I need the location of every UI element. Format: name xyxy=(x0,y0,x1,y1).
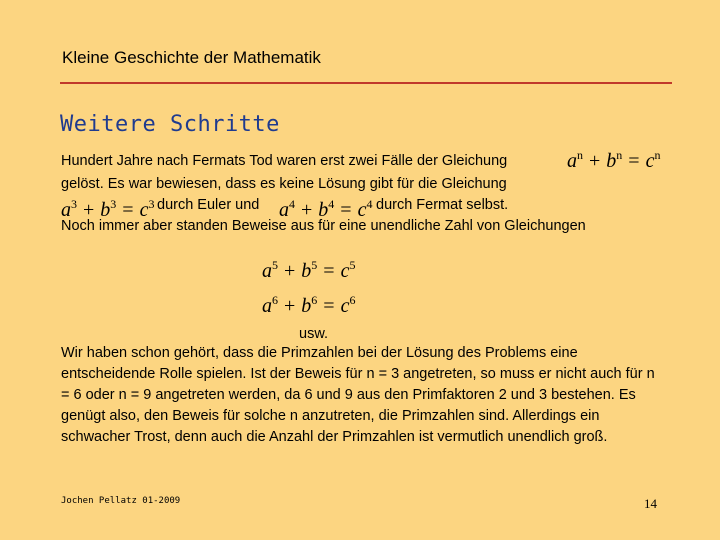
header-divider xyxy=(60,82,672,84)
intro-line-4: Noch immer aber standen Beweise aus für eine unendliche Zahl von Gleichungen xyxy=(61,218,586,234)
fermat-text: durch Fermat selbst. xyxy=(376,197,509,213)
intro-line-2: gelöst. Es war bewiesen, dass es keine Lösung gibt für die Gleichung xyxy=(61,176,507,192)
paragraph-text: Wir haben schon gehört, dass die Primzahlen bei der Lösung des Problems eine entscheidende Rolle spielen. Ist der Beweis für n = 3 angetreten, so muss er nicht auch für n = 6 oder n = 9 angetreten werden, da 6 und 9 aus den Primfaktoren 2 und 3 bestehen. Es genügt also, den Beweis für solche n anzutreten, die Primzahlen sind. Allerdings ein schwacher Trost, denn auch die Anzahl der Primzahlen ist vermutlich unendlich groß. xyxy=(61,345,655,445)
header-title: Kleine Geschichte der Mathematik xyxy=(62,48,321,67)
usw-text: usw. xyxy=(299,326,329,342)
equation-sixth-power: $a^6 + b^6 = c^6$ xyxy=(262,293,356,317)
page-number: 14 xyxy=(644,496,657,511)
equation-general: $a^n + b^n = c^n$ xyxy=(567,148,661,172)
equation-fermat: $a^4 + b^4 = c^4$ xyxy=(279,197,373,221)
slide-title: Weitere Schritte xyxy=(60,112,280,137)
footer-author: Jochen Pellatz 01-2009 xyxy=(61,496,181,506)
equation-fifth-power: $a^5 + b^5 = c^5$ xyxy=(262,258,356,282)
intro-line-1: Hundert Jahre nach Fermats Tod waren erst zwei Fälle der Gleichung xyxy=(61,153,508,169)
body-paragraph xyxy=(61,343,661,448)
euler-text: durch Euler und xyxy=(157,197,260,213)
equation-euler: $a^3 + b^3 = c^3$ xyxy=(61,197,155,221)
